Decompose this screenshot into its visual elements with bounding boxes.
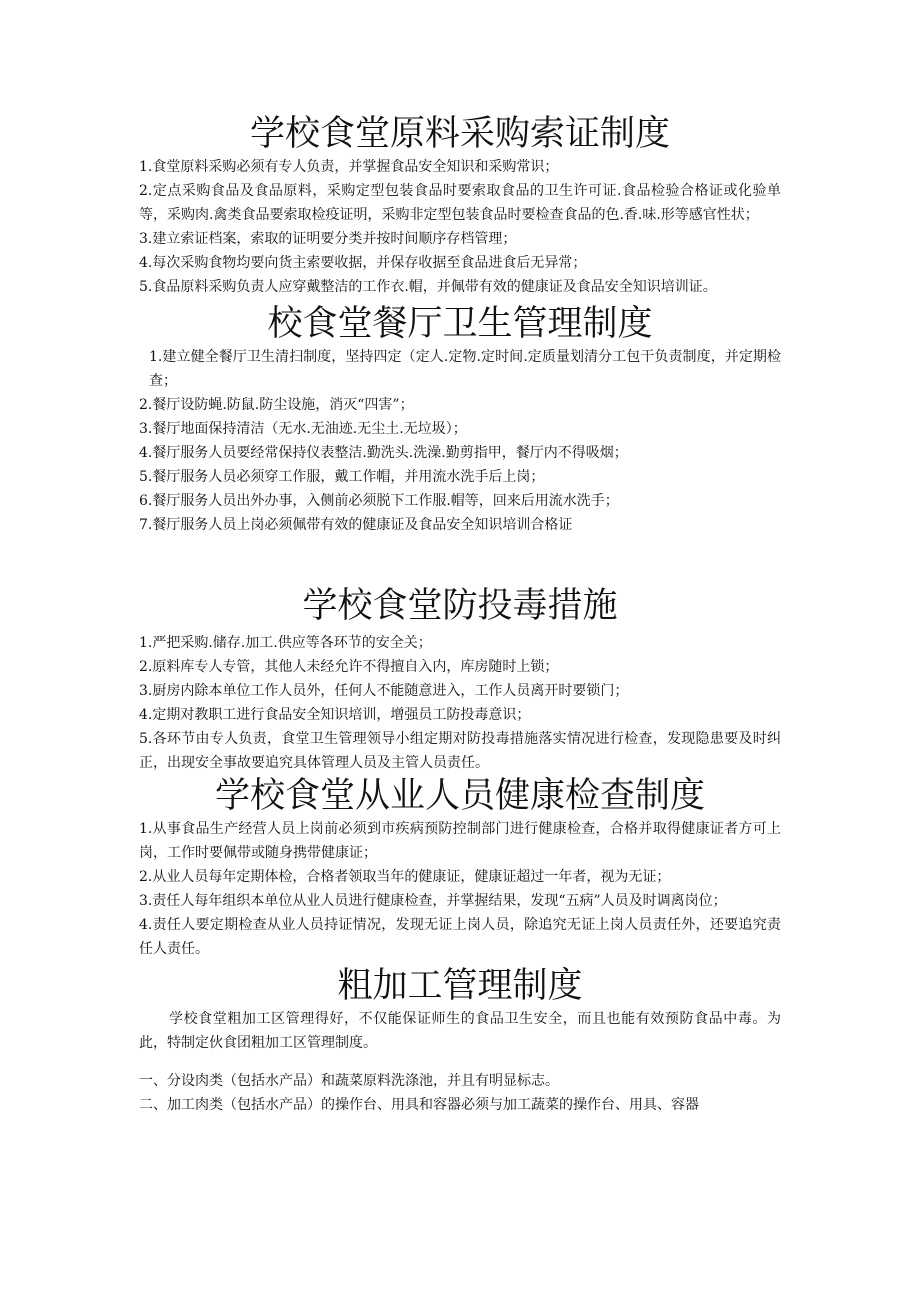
list-item: 1.从事食品生产经营人员上岗前必须到市疾病预防控制部门进行健康检查，合格并取得健康证者方可上岗，工作时要佩带或随身携带健康证；: [139, 821, 781, 861]
dining-hygiene-rules-list: [139, 345, 781, 537]
section-title-anti-poisoning: 学校食堂防投毒措施: [302, 586, 618, 626]
section-title-rough-processing: 粗加工管理制度: [337, 966, 583, 1006]
list-item: 1.严把采购.储存.加工.供应等各环节的安全关；: [139, 635, 432, 651]
list-item: 2.餐厅设防蝇.防鼠.防尘设施，消灭“四害”；: [139, 397, 414, 413]
list-item: 一、分设肉类（包括水产品）和蔬菜原料洗涤池，并且有明显标志。: [139, 1073, 559, 1089]
list-item: 3.厨房内除本单位工作人员外，任何人不能随意进入，工作人员离开时要锁门；: [139, 683, 629, 699]
list-item: 4.定期对教职工进行食品安全知识培训，增强员工防投毒意识；: [139, 707, 531, 723]
list-item: 二、加工肉类（包括水产品）的操作台、用具和容器必须与加工蔬菜的操作台、用具、容器: [139, 1097, 699, 1113]
list-item: 1.建立健全餐厅卫生清扫制度，坚持四定（定人.定物.定时间.定质量划清分工包干负责制度，并定期检查；: [149, 349, 781, 389]
rough-processing-intro: 学校食堂粗加工区管理得好，不仅能保证师生的食品卫生安全，而且也能有效预防食品中毒。为此，特制定伙食团粗加工区管理制度。: [139, 1011, 781, 1051]
list-item: 4.每次采购食物均要向货主索要收据，并保存收据至食品进食后无异常；: [139, 255, 587, 271]
procurement-rules-list: [139, 155, 781, 299]
section-title-procurement: 学校食堂原料采购索证制度: [249, 114, 670, 154]
anti-poisoning-measures-list: [139, 631, 781, 775]
list-item: 2.定点采购食品及食品原料，采购定型包装食品时要索取食品的卫生许可证.食品检验合格证或化验单等，采购肉.禽类食品要索取检疫证明，采购非定型包装食品时要检查食品的色.香.味.形等感官性状；: [139, 183, 781, 223]
list-item: 3.责任人每年组织本单位从业人员进行健康检查，并掌握结果，发现“五病”人员及时调离岗位；: [139, 893, 727, 909]
section-title-health-check: 学校食堂从业人员健康检查制度: [214, 776, 705, 816]
list-item: 4.餐厅服务人员要经常保持仪表整洁.勤洗头.洗澡.勤剪指甲，餐厅内不得吸烟；: [139, 445, 628, 461]
health-check-rules-list: [139, 817, 781, 961]
list-item: 1.食堂原料采购必须有专人负责，并掌握食品安全知识和采购常识；: [139, 159, 559, 175]
list-item: 6.餐厅服务人员出外办事，入侧前必须脱下工作服.帽等，回来后用流水洗手；: [139, 493, 619, 509]
list-item: 2.从业人员每年定期体检，合格者领取当年的健康证，健康证超过一年者，视为无证；: [139, 869, 671, 885]
section-title-dining-hygiene: 校食堂餐厅卫生管理制度: [267, 304, 653, 344]
list-item: 2.原料库专人专管，其他人未经允许不得擅自入内，库房随时上锁；: [139, 659, 559, 675]
rough-processing-rules-list: [139, 1069, 781, 1117]
list-item: 3.餐厅地面保持清洁（无水.无油迹.无尘土.无垃圾）；: [139, 421, 467, 437]
list-item: 3.建立索证档案，索取的证明要分类并按时间顺序存档管理；: [139, 231, 517, 247]
list-item: 4.责任人要定期检查从业人员持证情况，发现无证上岗人员，除追究无证上岗人员责任外，还要追究责任人责任。: [139, 917, 781, 957]
list-item: 5.食品原料采购负责人应穿戴整洁的工作衣.帽，并佩带有效的健康证及食品安全知识培训证。: [139, 279, 717, 295]
list-item: 5.各环节由专人负责，食堂卫生管理领导小组定期对防投毒措施落实情况进行检查，发现隐患要及时纠正，出现安全事故要追究具体管理人员及主管人员责任。: [139, 731, 781, 771]
list-item: 7.餐厅服务人员上岗必须佩带有效的健康证及食品安全知识培训合格证: [139, 517, 573, 533]
list-item: 5.餐厅服务人员必须穿工作服，戴工作帽，并用流水洗手后上岗；: [139, 469, 545, 485]
